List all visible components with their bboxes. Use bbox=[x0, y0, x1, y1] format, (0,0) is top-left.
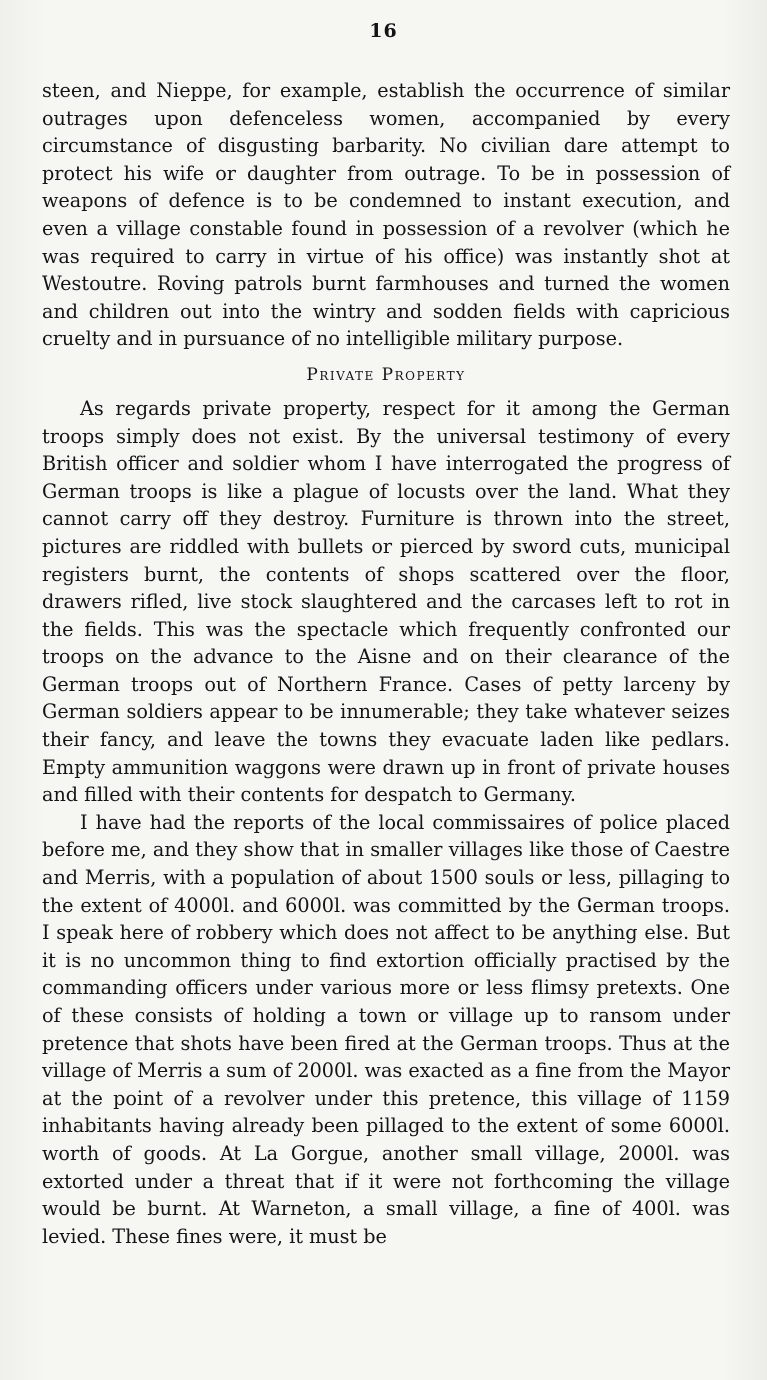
paragraph-private-property: As regards private property, respect for it among the German troops simply does not exist. By the universal testimony of every British officer and soldier whom I have interrogated the progress of German troops is like a plague of locusts over the land. What they cannot carry off they destroy. Furniture is thrown into the street, pictures are riddled with bullets or pierced by sword cuts, municipal registers burnt, the contents of shops scattered over the floor, drawers rifled, live stock slaughtered and the carcases left to rot in the fields. This was the spectacle which frequently confronted our troops on the advance to the Aisne and on their clearance of the German troops out of Northern France. Cases of petty larceny by German soldiers appear to be innumerable; they take whatever seizes their fancy, and leave the towns they evacuate laden like pedlars. Empty ammunition waggons were drawn up in front of private houses and filled with their contents for despatch to Germany. bbox=[42, 396, 730, 807]
page-number: 16 bbox=[369, 20, 398, 42]
section-heading: Private Property bbox=[306, 364, 466, 385]
body-text bbox=[42, 77, 730, 1250]
paragraph-police-reports: I have had the reports of the local commissaires of police placed before me, and they show that in smaller villages like those of Caestre and Merris, with a population of about 1500 souls or less, pillaging to the extent of 4000l. and 6000l. was committed by the German troops. I speak here of robbery which does not affect to be anything else. But it is no uncommon thing to find extortion officially practised by the commanding officers under various more or less flimsy pretexts. One of these consists of holding a town or village up to ransom under pretence that shots have been fired at the German troops. Thus at the village of Merris a sum of 2000l. was exacted as a fine from the Mayor at the point of a revolver under this pretence, this village of 1159 inhabitants having already been pillaged to the extent of some 6000l. worth of goods. At La Gorgue, another small village, 2000l. was extorted under a threat that if it were not forthcoming the village would be burnt. At Warneton, a small village, a fine of 400l. was levied. These fines were, it must be bbox=[42, 810, 731, 1248]
paragraph-continued: steen, and Nieppe, for example, establish the occurrence of similar outrages upon defenceless women, accompanied by every circumstance of disgusting barbarity. No civilian dare attempt to protect his wife or daughter from outrage. To be in possession of weapons of defence is to be condemned to instant execution, and even a village constable found in possession of a revolver (which he was required to carry in virtue of his office) was instantly shot at Westoutre. Roving patrols burnt farmhouses and turned the women and children out into the wintry and sodden fields with capricious cruelty and in pursuance of no intelligible military purpose. bbox=[42, 79, 730, 351]
